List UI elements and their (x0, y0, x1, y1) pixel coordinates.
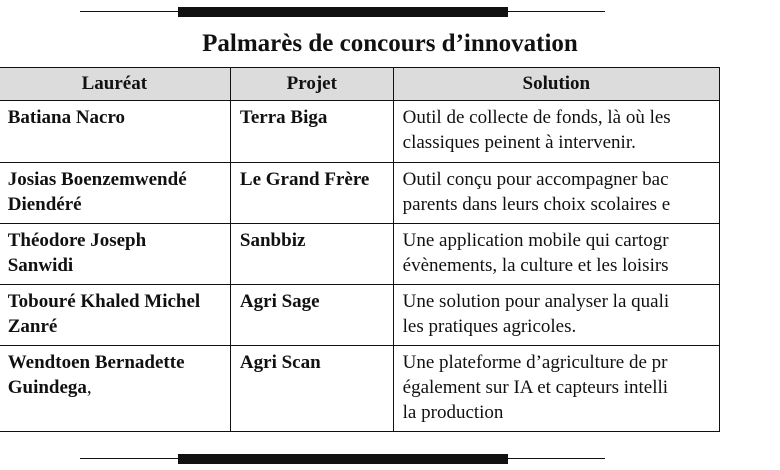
solution-cell: Une solution pour analyser la quali les pratiques agricoles. (393, 285, 719, 346)
projet-cell: Agri Scan (230, 346, 393, 432)
laureat-cell: Théodore Joseph Sanwidi (0, 224, 230, 285)
laureat-cell: Wendtoen Bernadette Guindega, (0, 346, 230, 432)
table-row (0, 285, 720, 346)
header-solution: Solution (393, 68, 719, 101)
header-laureat: Lauréat (0, 68, 230, 101)
solution-cell: Une application mobile qui cartogr évènements, la culture et les loisirs (393, 224, 719, 285)
table-row (0, 346, 720, 432)
table-row (0, 224, 720, 285)
table-header-row (0, 68, 720, 101)
laureates-table (0, 67, 720, 432)
laureat-cell: Josias Boenzemwendé Diendéré (0, 163, 230, 224)
top-thick-bar (178, 7, 508, 17)
solution-cell: Une plateforme d’agriculture de pr également sur IA et capteurs intelli la production (393, 346, 719, 432)
solution-cell: Outil conçu pour accompagner bac parents dans leurs choix scolaires e (393, 163, 719, 224)
projet-cell: Sanbbiz (230, 224, 393, 285)
table-row (0, 101, 720, 163)
laureat-cell: Batiana Nacro (0, 101, 230, 163)
header-projet: Projet (230, 68, 393, 101)
bottom-thick-bar (178, 454, 508, 464)
solution-cell: Outil de collecte de fonds, là où les classiques peinent à intervenir. (393, 101, 719, 163)
projet-cell: Agri Sage (230, 285, 393, 346)
table-row (0, 163, 720, 224)
page-title: Palmarès de concours d’innovation (202, 30, 578, 57)
laureat-cell: Tobouré Khaled Michel Zanré (0, 285, 230, 346)
projet-cell: Terra Biga (230, 101, 393, 163)
projet-cell: Le Grand Frère (230, 163, 393, 224)
